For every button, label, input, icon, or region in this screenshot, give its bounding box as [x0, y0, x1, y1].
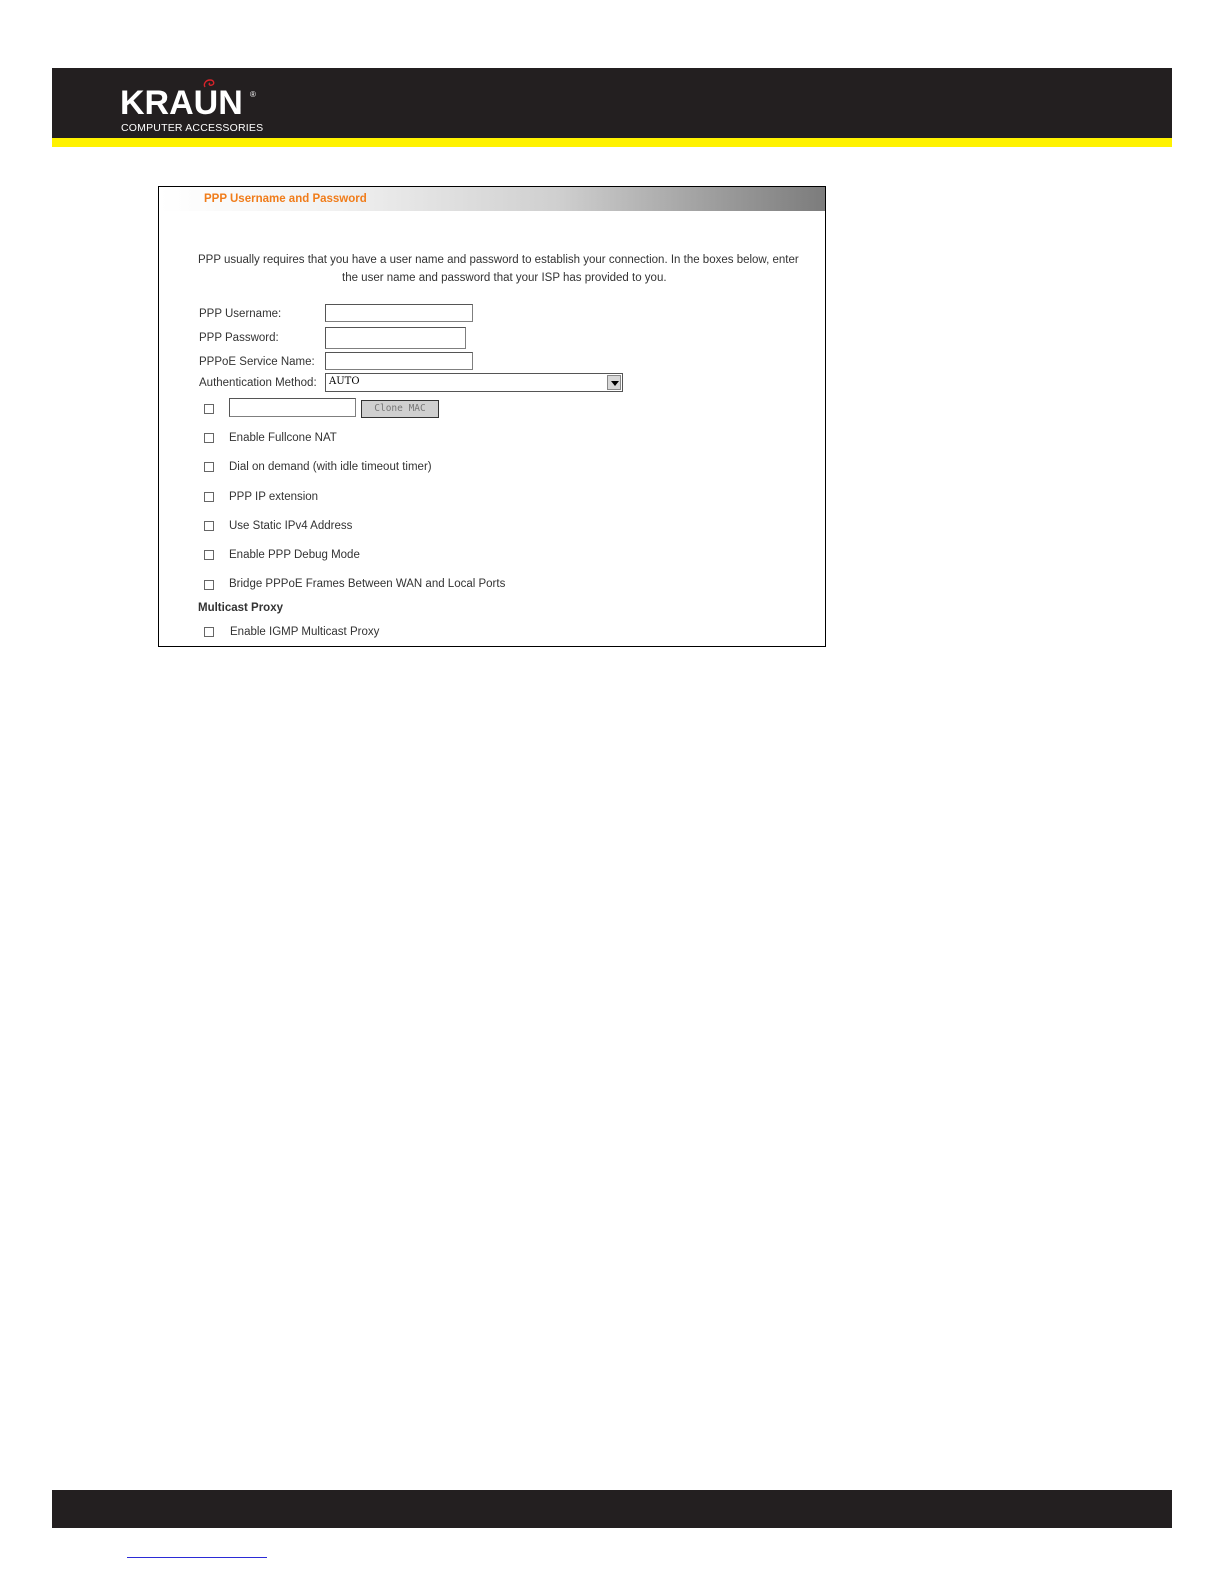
brand-logo [120, 78, 270, 136]
ppp-settings-panel [158, 186, 826, 647]
fullcone-nat-checkbox[interactable] [204, 433, 214, 443]
panel-header [159, 187, 825, 211]
username-input[interactable] [325, 304, 473, 322]
username-label: PPP Username: [199, 308, 282, 320]
service-name-input[interactable] [325, 352, 473, 370]
bridge-pppoe-label: Bridge PPPoE Frames Between WAN and Local Ports [229, 578, 506, 590]
igmp-proxy-checkbox[interactable] [204, 627, 214, 637]
dial-on-demand-checkbox[interactable] [204, 462, 214, 472]
service-name-label: PPPoE Service Name: [199, 356, 315, 368]
password-input[interactable] [325, 327, 466, 349]
chevron-down-icon[interactable] [607, 375, 621, 390]
mac-address-input[interactable] [229, 398, 356, 417]
footer-link-underline [127, 1557, 267, 1558]
auth-method-select[interactable] [325, 373, 623, 392]
intro-line-2: the user name and password that your ISP has provided to you. [342, 272, 667, 284]
igmp-proxy-label: Enable IGMP Multicast Proxy [230, 626, 380, 638]
static-ipv4-label: Use Static IPv4 Address [229, 520, 353, 532]
brand-wordmark: KRAUN [120, 84, 243, 122]
static-ipv4-checkbox[interactable] [204, 521, 214, 531]
panel-title: PPP Username and Password [204, 193, 367, 205]
fullcone-nat-label: Enable Fullcone NAT [229, 432, 337, 444]
registered-mark: ® [250, 90, 256, 99]
bridge-pppoe-checkbox[interactable] [204, 580, 214, 590]
dial-on-demand-label: Dial on demand (with idle timeout timer) [229, 461, 432, 473]
header-stripe [52, 138, 1172, 147]
ppp-debug-label: Enable PPP Debug Mode [229, 549, 360, 561]
brand-tagline: COMPUTER ACCESSORIES [121, 122, 264, 134]
auth-method-value: AUTO [329, 376, 360, 387]
ppp-ip-extension-label: PPP IP extension [229, 491, 319, 503]
ppp-ip-extension-checkbox[interactable] [204, 492, 214, 502]
intro-text [198, 251, 826, 287]
page-footer [52, 1490, 1172, 1528]
clone-mac-button[interactable]: Clone MAC [361, 400, 439, 418]
auth-method-label: Authentication Method: [199, 377, 317, 389]
multicast-heading: Multicast Proxy [198, 602, 283, 614]
mac-clone-checkbox[interactable] [204, 404, 214, 414]
password-label: PPP Password: [199, 332, 279, 344]
intro-line-1: PPP usually requires that you have a user name and password to establish your connection. In the boxes below, enter [198, 254, 799, 266]
ppp-debug-checkbox[interactable] [204, 550, 214, 560]
